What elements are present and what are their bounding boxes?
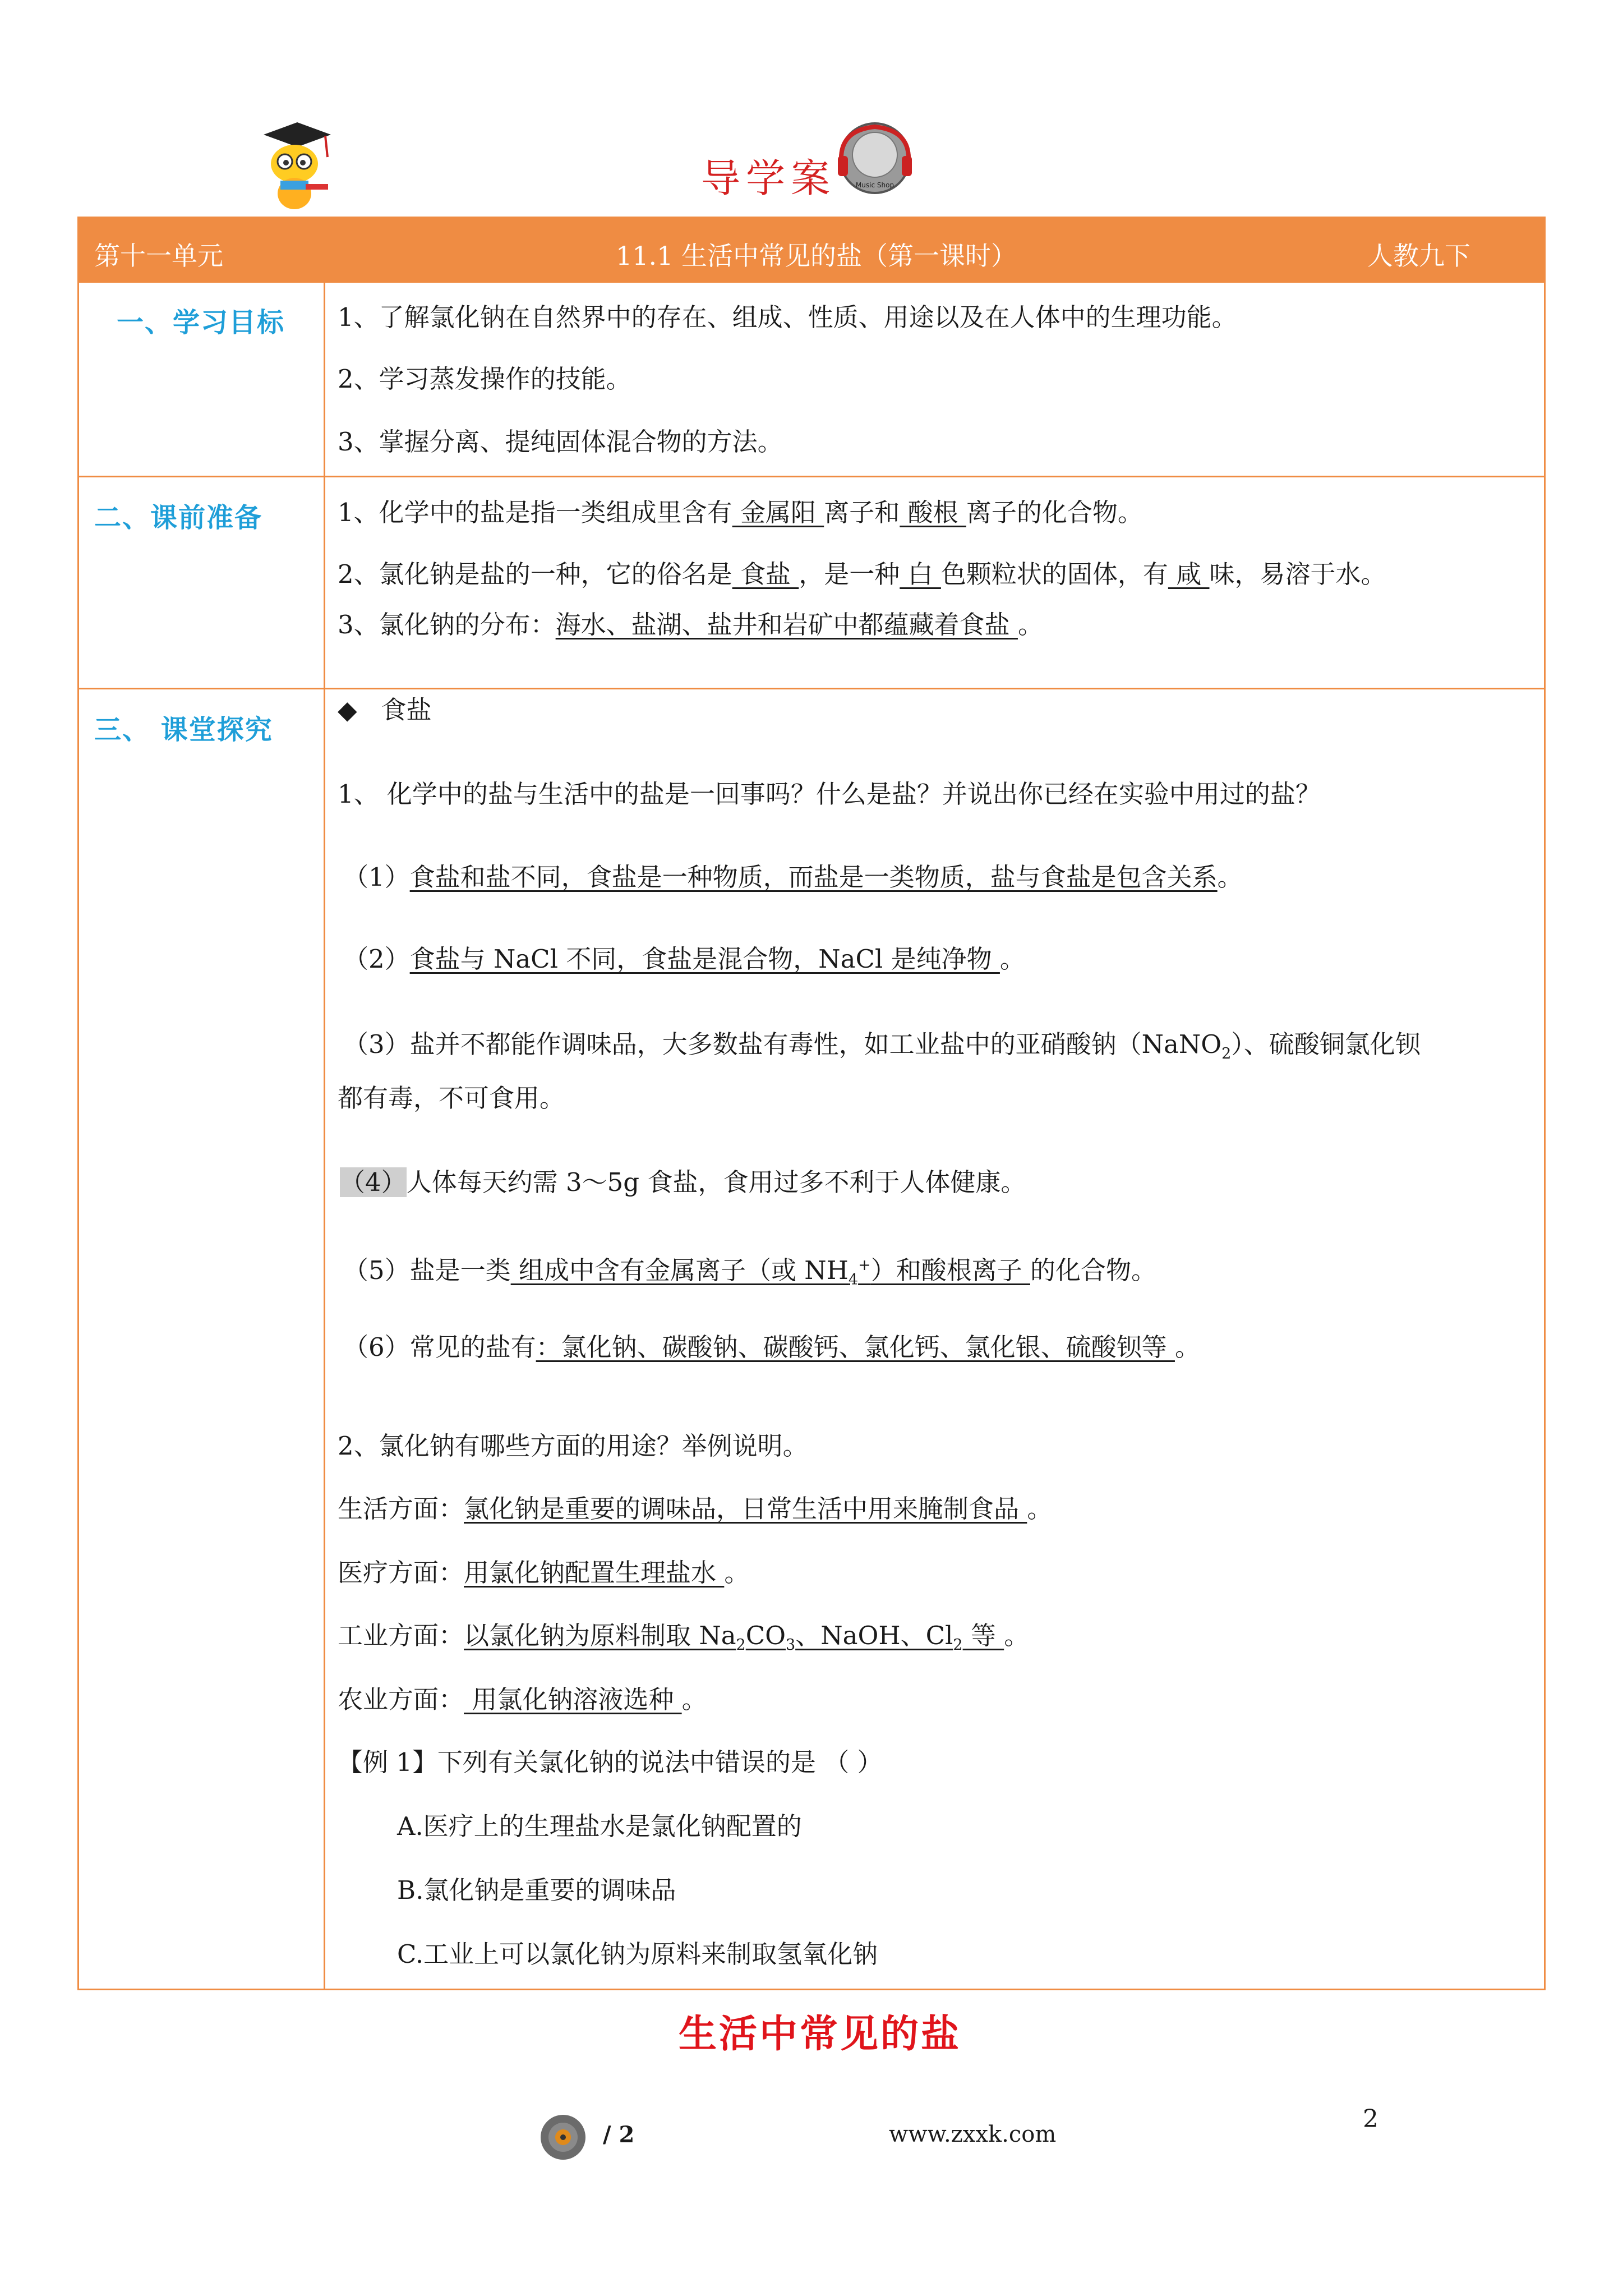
use-medical: 医疗方面：用氯化钠配置生理盐水 。 (338, 1558, 750, 1588)
answer-blank: 咸 (1168, 559, 1210, 589)
answer-2: （2）食盐与 NaCl 不同，食盐是混合物，NaCl 是纯净物 。 (343, 944, 1025, 974)
prep-line-2: 2、氯化钠是盐的一种，它的俗名是 食盐 ，是一种 白 色颗粒状的固体，有 咸 味，易溶于水。 (338, 559, 1386, 589)
answer-blank: 金属阳 (732, 498, 824, 527)
answer-5: （5）盐是一类 组成中含有金属离子（或 $NH_4^+$）和酸根离子 的化合物。 (343, 1255, 1157, 1289)
option-a: A.医疗上的生理盐水是氯化钠配置的 (397, 1811, 802, 1841)
guide-title: 导学案 (701, 155, 836, 201)
option-b: B.氯化钠是重要的调味品 (397, 1875, 676, 1905)
watermark-title: 生活中常见的盐 (679, 2012, 962, 2056)
option-c: C.工业上可以氯化钠为原料来制取氢氧化钠 (397, 1939, 878, 1969)
section-goals-label: 一、学习目标 (117, 307, 285, 338)
section-explore-label: 三、 课堂探究 (94, 714, 273, 746)
answer-6: （6）常见的盐有：氯化钠、碳酸钠、碳酸钙、氯化钙、氯化银、硫酸钡等 。 (343, 1332, 1200, 1362)
disc-icon (540, 2114, 587, 2161)
goal-item: 2、学习蒸发操作的技能。 (338, 364, 631, 394)
disc-label: Music Shop (855, 181, 895, 189)
answer-3: （3）盐并不都能作调味品，大多数盐有毒性，如工业盐中的亚硝酸钠（NaNO$_2$）、硫酸铜氯化钡 (343, 1029, 1421, 1062)
question-1: 1、 化学中的盐与生活中的盐是一回事吗？什么是盐？并说出你已经在实验中用过的盐？ (338, 779, 1321, 809)
edition-label: 人教九下 (1367, 241, 1470, 271)
site-url: www.zxxk.com (889, 2122, 1057, 2147)
column-divider (324, 283, 325, 1990)
row-divider (77, 476, 1546, 477)
page-number: 2 (1363, 2105, 1378, 2133)
answer-blank: 食盐 (732, 559, 799, 589)
answer-blank: 海水、盐湖、盐井和岩矿中都蕴藏着食盐 (555, 610, 1018, 639)
table-header-bar (77, 217, 1546, 283)
question-2: 2、氯化钠有哪些方面的用途？举例说明。 (338, 1431, 808, 1461)
answer-4: （4）人体每天约需 3～5g 食盐，食用过多不利于人体健康。 (340, 1167, 1026, 1197)
page-of-total: / 2 (603, 2122, 635, 2148)
mascot-logo (252, 118, 336, 213)
example-1: 【例 1】下列有关氯化钠的说法中错误的是 （ ） (338, 1747, 883, 1777)
use-life: 生活方面：氯化钠是重要的调味品，日常生活中用来腌制食品 。 (338, 1494, 1053, 1524)
lesson-table (77, 217, 1546, 1990)
diamond-bullet-icon: ◆ (338, 695, 357, 725)
answer-blank: 酸根 (900, 498, 966, 527)
row-divider (77, 688, 1546, 689)
music-disc-logo (836, 119, 914, 197)
answer-blank: 白 (900, 559, 941, 589)
use-industry: 工业方面：以氯化钠为原料制取 $Na_2CO_3$、NaOH、$Cl_2$ 等 。 (338, 1621, 1030, 1654)
prep-line-1: 1、化学中的盐是指一类组成里含有 金属阳 离子和 酸根 离子的化合物。 (338, 498, 1143, 527)
prep-line-3: 3、氯化钠的分布：海水、盐湖、盐井和岩矿中都蕴藏着食盐 。 (338, 610, 1043, 639)
highlight-marker: （4） (340, 1167, 407, 1197)
goal-item: 3、掌握分离、提纯固体混合物的方法。 (338, 427, 783, 457)
use-agriculture: 农业方面： 用氯化钠溶液选种 。 (338, 1685, 707, 1714)
answer-1: （1）食盐和盐不同，食盐是一种物质，而盐是一类物质，盐与食盐是包含关系。 (343, 862, 1243, 892)
section-prep-label: 二、课前准备 (94, 502, 263, 533)
topic-heading: ◆ 食盐 (338, 695, 432, 725)
goal-item: 1、了解氯化钠在自然界中的存在、组成、性质、用途以及在人体中的生理功能。 (338, 302, 1237, 332)
answer-3-cont: 都有毒，不可食用。 (338, 1083, 565, 1113)
lesson-title: 11.1 生活中常见的盐（第一课时） (616, 241, 1017, 271)
unit-label: 第十一单元 (94, 241, 223, 271)
